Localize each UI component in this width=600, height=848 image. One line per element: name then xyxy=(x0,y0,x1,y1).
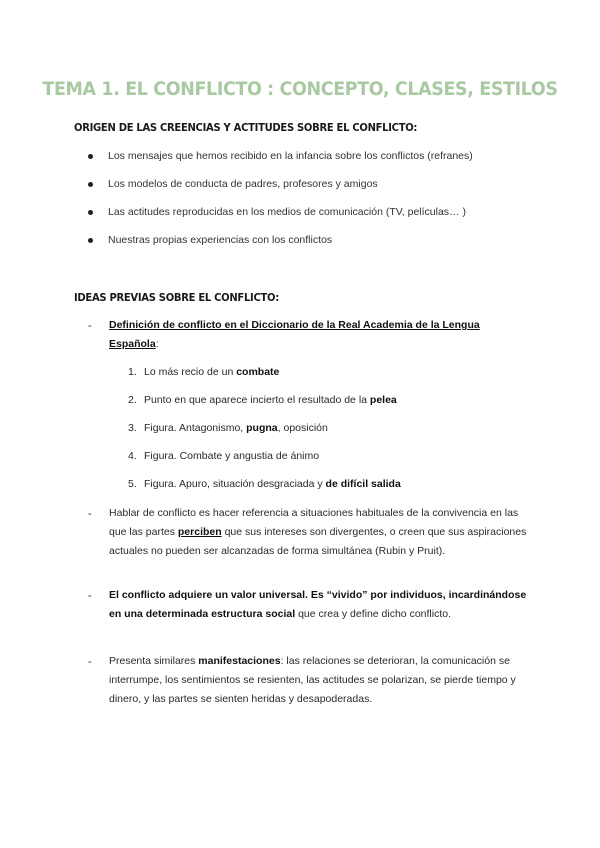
section-heading-origen: ORIGEN DE LAS CREENCIAS Y ACTITUDES SOBRE EL CONFLICTO: xyxy=(74,122,418,134)
bullet-icon xyxy=(88,210,93,215)
page-title: TEMA 1. EL CONFLICTO : CONCEPTO, CLASES, ESTILOS xyxy=(42,78,558,100)
bullet-icon xyxy=(88,154,93,159)
dash-marker: - xyxy=(88,320,92,332)
dash-marker: - xyxy=(88,508,92,520)
section-heading-ideas: IDEAS PREVIAS SOBRE EL CONFLICTO: xyxy=(74,292,279,304)
numbered-item: 5. Figura. Apuro, situación desgraciada y de difícil salida xyxy=(128,478,401,490)
paragraph-hablar: Hablar de conflicto es hacer referencia a situaciones habituales de la convivencia en las que las partes perciben que sus intereses son divergentes, o creen que sus aspiraciones actuales no pueden ser alcanzadas de forma simultánea (Rubin y Pruit). xyxy=(109,507,527,557)
numbered-item: 1. Lo más recio de un combate xyxy=(128,366,280,378)
bullet-icon xyxy=(88,182,93,187)
dash-marker: - xyxy=(88,590,92,602)
numbered-item: 4. Figura. Combate y angustia de ánimo xyxy=(128,450,320,462)
numbered-item: 2. Punto en que aparece incierto el resultado de la pelea xyxy=(128,394,397,406)
bullet-icon xyxy=(88,238,93,243)
paragraph-universal: El conflicto adquiere un valor universal. Es “vivido” por individuos, incardinándose en una determinada estructura social que crea y define dicho conflicto. xyxy=(109,589,527,620)
paragraph-manifestaciones: Presenta similares manifestaciones: las relaciones se deterioran, la comunicación se interrumpe, los sentimientos se resienten, las actitudes se polarizan, se pierde tiempo y dinero, y las partes se sienten heridas y desapoderadas. xyxy=(109,655,516,705)
dash-marker: - xyxy=(88,656,92,668)
definition-paragraph: Definición de conflicto en el Diccionario de la Real Academia de la Lengua Española: xyxy=(109,319,480,350)
definition-heading-cont: Española xyxy=(109,338,156,350)
numbered-item: 3. Figura. Antagonismo, pugna, oposición xyxy=(128,422,328,434)
definition-heading: Definición de conflicto en el Diccionario de la Real Academia de la Lengua xyxy=(109,319,480,331)
